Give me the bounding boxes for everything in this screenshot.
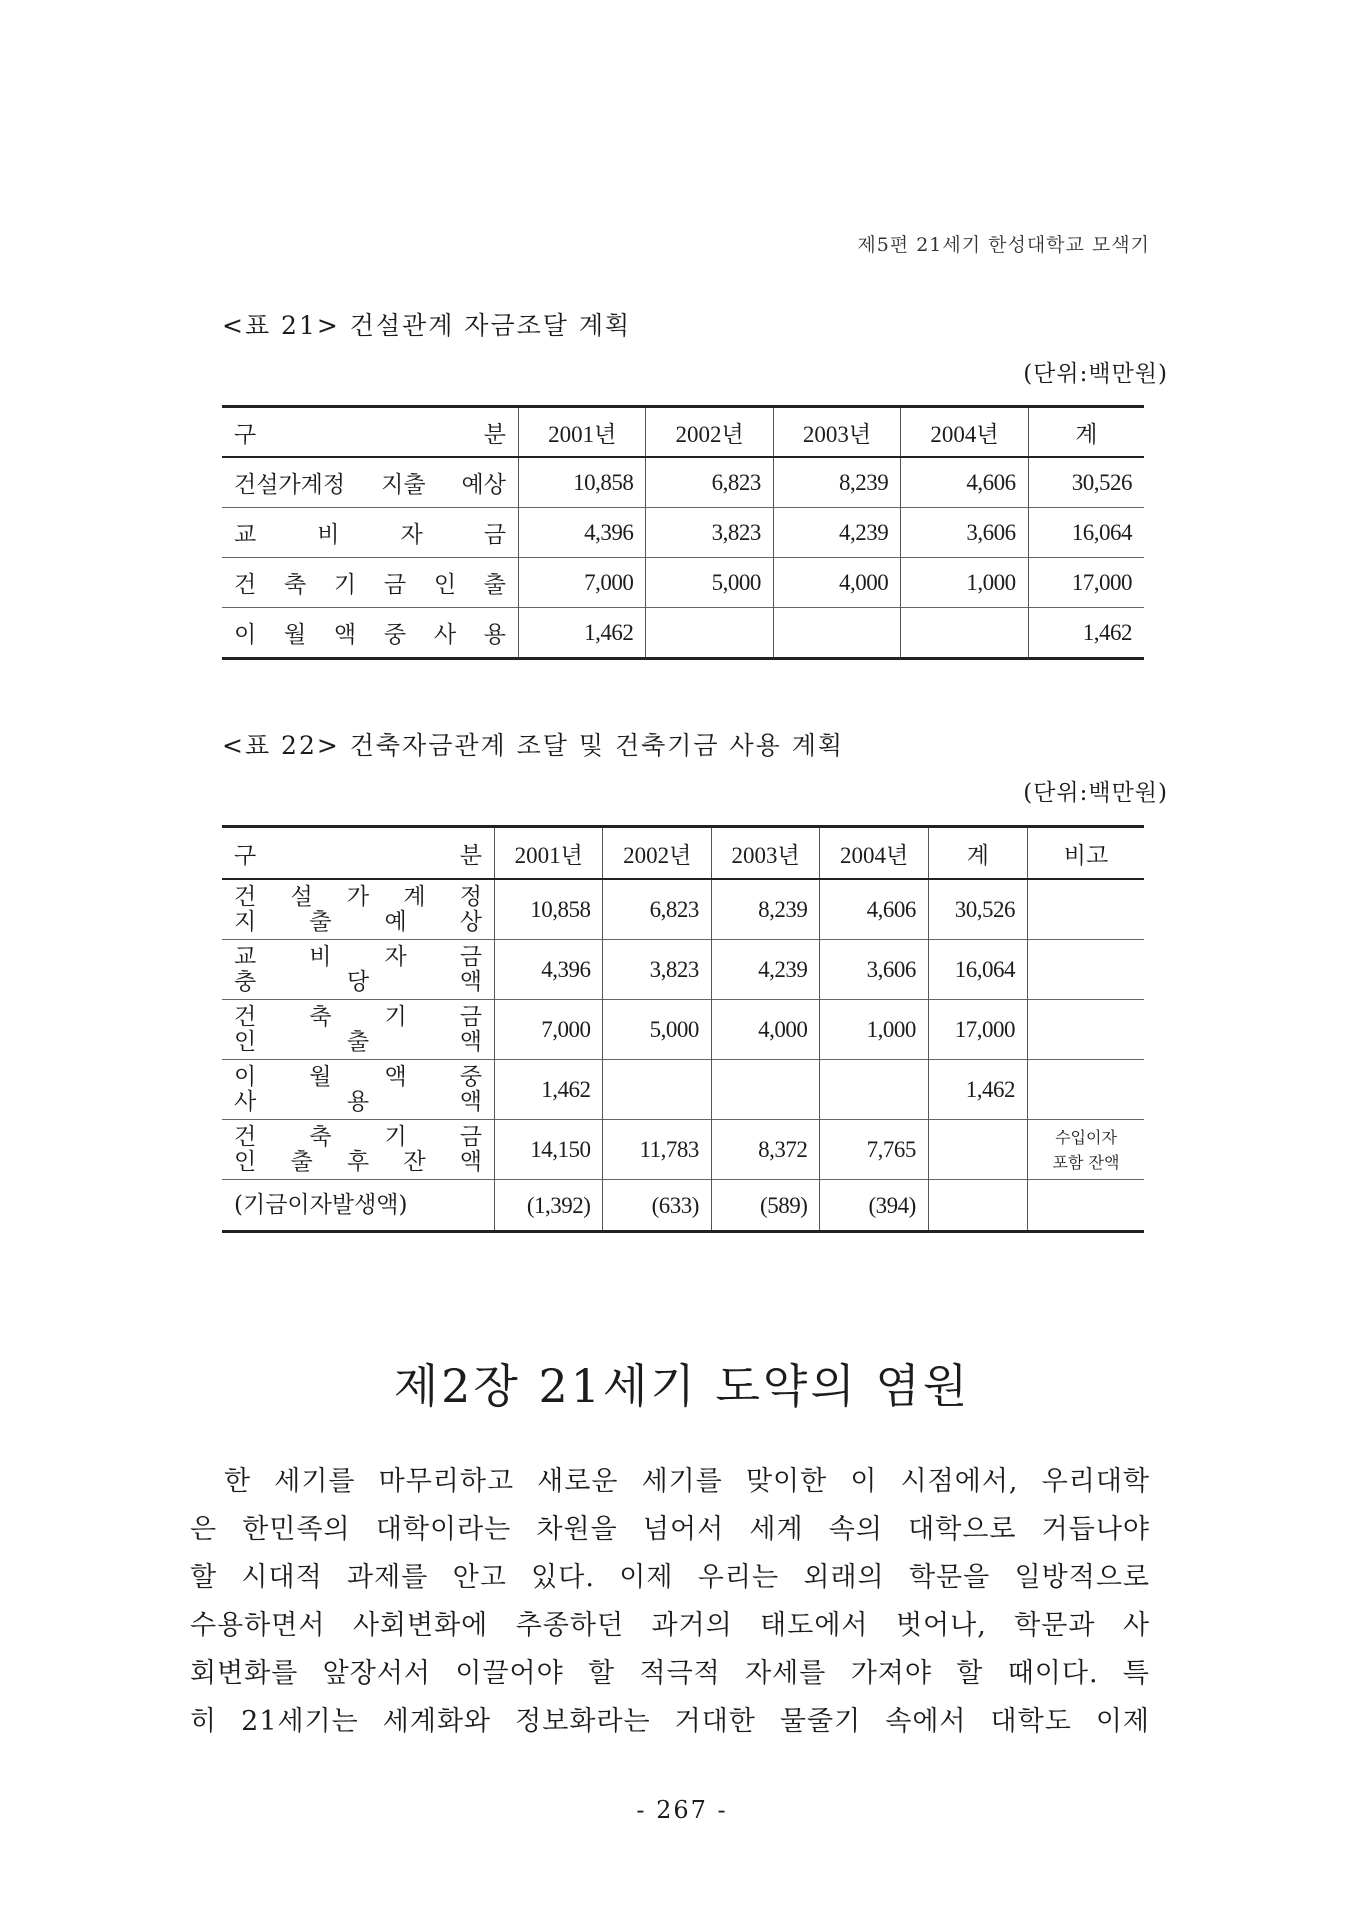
header-category-left: 구 [234, 421, 257, 448]
cell-remarks [1028, 1060, 1145, 1120]
cell-value: 1,000 [820, 1000, 928, 1060]
cell-value [901, 608, 1028, 659]
row-label [222, 940, 495, 1000]
header-year: 2004년 [901, 407, 1028, 458]
table-header-row [222, 827, 1144, 880]
cell-remarks [1028, 940, 1145, 1000]
cell-value: 1,462 [519, 608, 646, 659]
cell-value: 4,000 [711, 1000, 819, 1060]
cell-remarks [1028, 1120, 1145, 1180]
header-category [222, 827, 495, 880]
cell-value: (394) [820, 1180, 928, 1232]
row-label: 이 월 액 중 사 용 [234, 622, 506, 648]
cell-value: 1,000 [901, 558, 1028, 608]
cell-value: 5,000 [646, 558, 773, 608]
table-22 [222, 825, 1144, 1233]
remarks-line1: 수입이자 [1055, 1127, 1117, 1147]
paragraph-line: 히 21세기는 세계화와 정보화라는 거대한 물줄기 속에서 대학도 이제 [190, 1706, 1150, 1737]
cell-value: 1,462 [495, 1060, 603, 1120]
cell-value: 8,372 [711, 1120, 819, 1180]
cell-value: 8,239 [711, 879, 819, 940]
cell-value: 3,823 [646, 508, 773, 558]
row-label [222, 879, 495, 940]
row-label-line2: 지 출 예 상 [234, 908, 482, 935]
cell-value [820, 1060, 928, 1120]
header-year: 2001년 [519, 407, 646, 458]
table-21 [222, 405, 1144, 660]
header-total: 계 [1028, 407, 1144, 458]
cell-value [646, 608, 773, 659]
header-total: 계 [928, 827, 1027, 880]
header-category-right: 분 [483, 421, 506, 448]
page-number: - 267 - [636, 1796, 728, 1824]
table-row [222, 558, 1144, 608]
cell-value: 14,150 [495, 1120, 603, 1180]
paragraph-line: 할 시대적 과제를 안고 있다. 이제 우리는 외래의 학문을 일방적으로 [190, 1562, 1150, 1593]
table-row [222, 508, 1144, 558]
table-row-interest [222, 1180, 1144, 1232]
table-row [222, 1000, 1144, 1060]
table-row [222, 940, 1144, 1000]
table-header-row [222, 407, 1144, 458]
table-row [222, 1060, 1144, 1120]
header-year: 2002년 [603, 827, 711, 880]
cell-value [603, 1060, 711, 1120]
table-22-unit: (단위:백만원) [1023, 780, 1168, 806]
paragraph-line: 회변화를 앞장서서 이끌어야 할 적극적 자세를 가져야 할 때이다. 특 [190, 1658, 1150, 1689]
cell-total: 30,526 [1028, 457, 1144, 508]
cell-total: 16,064 [1028, 508, 1144, 558]
cell-value: 5,000 [603, 1000, 711, 1060]
cell-value: 8,239 [773, 457, 900, 508]
cell-total: 30,526 [928, 879, 1027, 940]
cell-value: 4,239 [773, 508, 900, 558]
header-year: 2003년 [711, 827, 819, 880]
cell-value: 7,000 [519, 558, 646, 608]
cell-total: 16,064 [928, 940, 1027, 1000]
row-label-line1: 이 월 액 중 [234, 1063, 482, 1090]
cell-value: 4,606 [901, 457, 1028, 508]
body-paragraph [190, 1458, 1150, 1746]
cell-value: (589) [711, 1180, 819, 1232]
cell-total: 17,000 [928, 1000, 1027, 1060]
cell-value: (633) [603, 1180, 711, 1232]
row-label-line1: 건 축 기 금 [234, 1123, 482, 1150]
cell-total: 17,000 [1028, 558, 1144, 608]
cell-value: 10,858 [495, 879, 603, 940]
table-22-caption: <표 22> 건축자금관계 조달 및 건축기금 사용 계획 [222, 731, 845, 760]
row-label-line2: 인 출 액 [234, 1028, 482, 1055]
cell-value: 4,606 [820, 879, 928, 940]
header-category-left: 구 [234, 842, 257, 869]
header-year: 2003년 [773, 407, 900, 458]
table-21-unit: (단위:백만원) [1023, 361, 1168, 387]
row-label [222, 1060, 495, 1120]
row-label-line1: 건 설 가 계 정 [234, 883, 482, 910]
header-category-right: 분 [459, 842, 482, 869]
cell-total: 1,462 [928, 1060, 1027, 1120]
header-year: 2002년 [646, 407, 773, 458]
row-label [222, 1000, 495, 1060]
cell-value: 4,396 [519, 508, 646, 558]
table-row [222, 457, 1144, 508]
table-21-caption: <표 21> 건설관계 자금조달 계획 [222, 311, 632, 340]
cell-value: 4,239 [711, 940, 819, 1000]
paragraph-line: 한 세기를 마무리하고 새로운 세기를 맞이한 이 시점에서, 우리대학 [224, 1466, 1150, 1497]
paragraph-line: 은 한민족의 대학이라는 차원을 넘어서 세계 속의 대학으로 거듭나야 [190, 1514, 1150, 1545]
header-year: 2004년 [820, 827, 928, 880]
row-label-line2: 인 출 후 잔 액 [234, 1148, 482, 1175]
cell-value [773, 608, 900, 659]
chapter-title: 제2장 21세기 도약의 염원 [393, 1359, 971, 1413]
cell-value: 3,606 [820, 940, 928, 1000]
row-label: (기금이자발생액) [234, 1191, 408, 1218]
cell-value: 4,000 [773, 558, 900, 608]
cell-total [928, 1180, 1027, 1232]
row-label [222, 1120, 495, 1180]
remarks-line2: 포함 잔액 [1052, 1152, 1120, 1172]
header-year: 2001년 [495, 827, 603, 880]
table-row [222, 879, 1144, 940]
row-label-line2: 충 당 액 [234, 968, 482, 995]
cell-remarks [1028, 879, 1145, 940]
table-row [222, 608, 1144, 659]
cell-value: 6,823 [603, 879, 711, 940]
cell-total [928, 1120, 1027, 1180]
header-category [222, 407, 519, 458]
cell-value: 7,000 [495, 1000, 603, 1060]
running-header: 제5편 21세기 한성대학교 모색기 [857, 234, 1150, 256]
cell-value: (1,392) [495, 1180, 603, 1232]
row-label-line1: 교 비 자 금 [234, 943, 482, 970]
cell-value: 4,396 [495, 940, 603, 1000]
cell-value: 10,858 [519, 457, 646, 508]
cell-value: 7,765 [820, 1120, 928, 1180]
paragraph-line: 수용하면서 사회변화에 추종하던 과거의 태도에서 벗어나, 학문과 사 [190, 1610, 1150, 1641]
header-remarks: 비고 [1028, 827, 1145, 880]
cell-value: 3,606 [901, 508, 1028, 558]
row-label-line2: 사 용 액 [234, 1088, 482, 1115]
row-label: 건설가계정 지출 예상 [234, 472, 506, 498]
cell-value: 3,823 [603, 940, 711, 1000]
row-label: 교 비 자 금 [234, 522, 506, 548]
cell-remarks [1028, 1000, 1145, 1060]
row-label-line1: 건 축 기 금 [234, 1003, 482, 1030]
cell-value [711, 1060, 819, 1120]
cell-value: 6,823 [646, 457, 773, 508]
cell-value: 11,783 [603, 1120, 711, 1180]
cell-remarks [1028, 1180, 1145, 1232]
table-row [222, 1120, 1144, 1180]
cell-total: 1,462 [1028, 608, 1144, 659]
row-label: 건 축 기 금 인 출 [234, 572, 506, 598]
